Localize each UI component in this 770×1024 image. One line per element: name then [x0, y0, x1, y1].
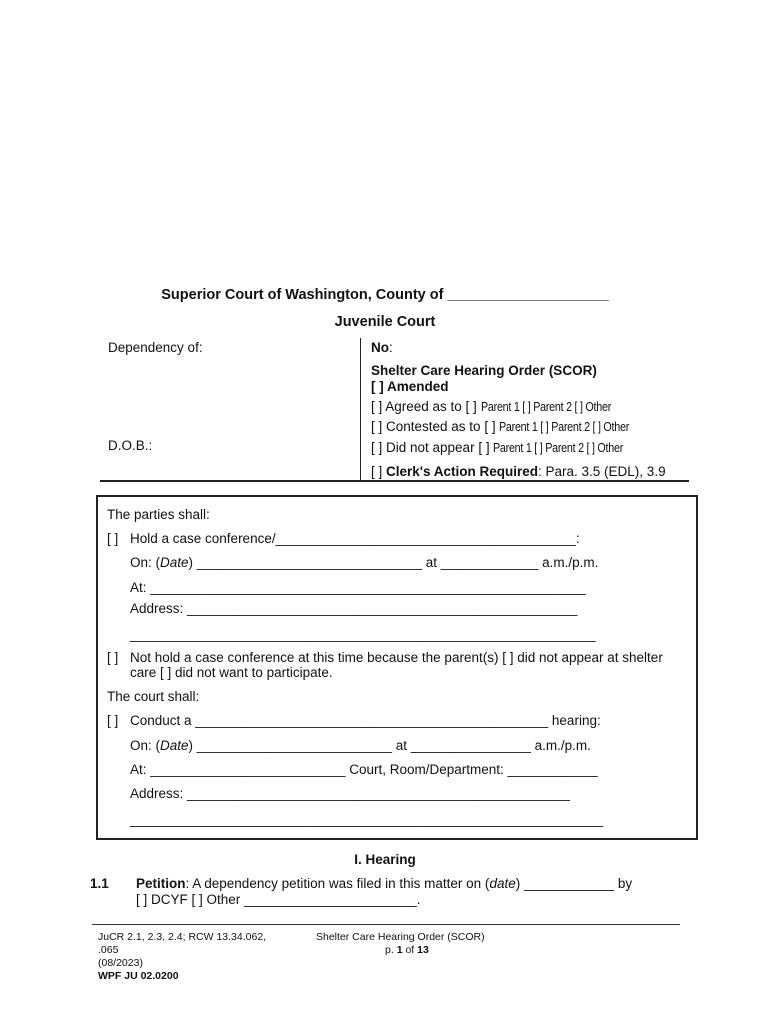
dependency-label: Dependency of:	[108, 340, 203, 355]
footer-rule	[92, 924, 680, 925]
petition-label: Petition	[136, 876, 186, 891]
conference-location-line[interactable]: At: __________________________________________________________	[130, 580, 586, 595]
not-hold-conference-checkbox[interactable]: [ ]	[107, 650, 119, 665]
juvenile-court-heading: Juvenile Court	[334, 314, 436, 330]
footer-page-number	[385, 944, 429, 956]
petition-filer-line[interactable]: [ ] DCYF [ ] Other _______________________.	[136, 892, 421, 907]
petition-paragraph	[136, 876, 632, 891]
dob-label: D.O.B.:	[108, 438, 153, 453]
date-word: Date	[160, 555, 189, 570]
not-hold-conference-text-cont: care [ ] did not want to participate.	[130, 665, 333, 680]
case-number-colon: :	[389, 340, 393, 355]
parties-shall-heading: The parties shall:	[107, 507, 210, 522]
caption-divider	[360, 338, 361, 482]
amended-checkbox[interactable]: [ ] Amended	[371, 379, 449, 394]
contested-line[interactable]	[371, 419, 651, 434]
footer-form-date: (08/2023)	[98, 957, 143, 969]
case-number-label: No	[371, 340, 389, 355]
petition-text: : A dependency petition was filed in this matter on (	[185, 876, 490, 891]
clerk-action-paras: : Para. 3.5 (EDL), 3.9	[538, 464, 666, 479]
section-number: 1.1	[90, 876, 109, 891]
conference-date-line[interactable]	[130, 555, 598, 570]
hearing-date-blanks: ) __________________________ at ________________ a.m./p.m.	[188, 738, 591, 753]
page-prefix: p.	[385, 944, 397, 956]
agreed-options: Parent 1 [ ] Parent 2 [ ] Other	[480, 400, 611, 414]
page-current: 1	[396, 944, 403, 956]
court-title: Superior Court of Washington, County of ____________________	[161, 287, 609, 303]
page-total: 13	[417, 944, 429, 956]
conduct-hearing-checkbox[interactable]: [ ]	[107, 713, 119, 728]
conduct-hearing-text: Conduct a _______________________________________________ hearing:	[130, 713, 601, 728]
petition-date-word: date	[489, 876, 516, 891]
did-not-appear-line[interactable]	[371, 440, 645, 455]
did-not-appear-options: Parent 1 [ ] Parent 2 [ ] Other	[493, 441, 624, 455]
date-word: Date	[160, 738, 189, 753]
on-label: On: (	[130, 738, 161, 753]
hearing-location-line[interactable]: At: __________________________ Court, Room/Department: ____________	[130, 762, 598, 777]
footer-form-number: WPF JU 02.0200	[98, 970, 179, 982]
did-not-appear-checkbox[interactable]: [ ] Did not appear [ ]	[371, 440, 494, 455]
on-label: On: (	[130, 555, 161, 570]
caption-bottom-rule	[100, 480, 689, 482]
clerk-action-label: Clerk's Action Required	[386, 464, 539, 479]
page-of: of	[402, 944, 418, 956]
hearing-address-continued[interactable]: _______________________________________________________________	[130, 812, 604, 827]
not-hold-conference-text: Not hold a case conference at this time because the parent(s) [ ] did not appear at shelter	[130, 650, 663, 665]
footer-rule-citation-cont: .065	[98, 944, 119, 956]
footer-document-title: Shelter Care Hearing Order (SCOR)	[316, 931, 485, 943]
hearing-address-line[interactable]: Address: ___________________________________________________	[130, 786, 570, 801]
hold-conference-text: Hold a case conference/________________________________________:	[130, 531, 580, 546]
conference-address-continued[interactable]: ______________________________________________________________	[130, 627, 596, 642]
clerk-action-checkbox[interactable]: [ ]	[371, 464, 387, 479]
contested-checkbox[interactable]: [ ] Contested as to [ ]	[371, 419, 500, 434]
petition-date-blank[interactable]: ) ____________ by	[515, 876, 633, 891]
court-shall-heading: The court shall:	[107, 689, 200, 704]
agreed-checkbox[interactable]: [ ] Agreed as to [ ]	[371, 399, 481, 414]
section-heading: I. Hearing	[354, 852, 416, 867]
case-number-field	[371, 340, 393, 355]
agreed-line[interactable]	[371, 399, 632, 414]
clerk-action-line[interactable]	[371, 464, 666, 479]
order-title: Shelter Care Hearing Order (SCOR)	[371, 363, 597, 378]
conference-date-blanks: ) ______________________________ at _____________ a.m./p.m.	[188, 555, 599, 570]
hearing-date-line[interactable]	[130, 738, 591, 753]
footer-rule-citation: JuCR 2.1, 2.3, 2.4; RCW 13.34.062,	[98, 931, 267, 943]
hold-conference-checkbox[interactable]: [ ]	[107, 531, 119, 546]
contested-options: Parent 1 [ ] Parent 2 [ ] Other	[499, 420, 630, 434]
conference-address-line[interactable]: Address: ____________________________________________________	[130, 601, 578, 616]
